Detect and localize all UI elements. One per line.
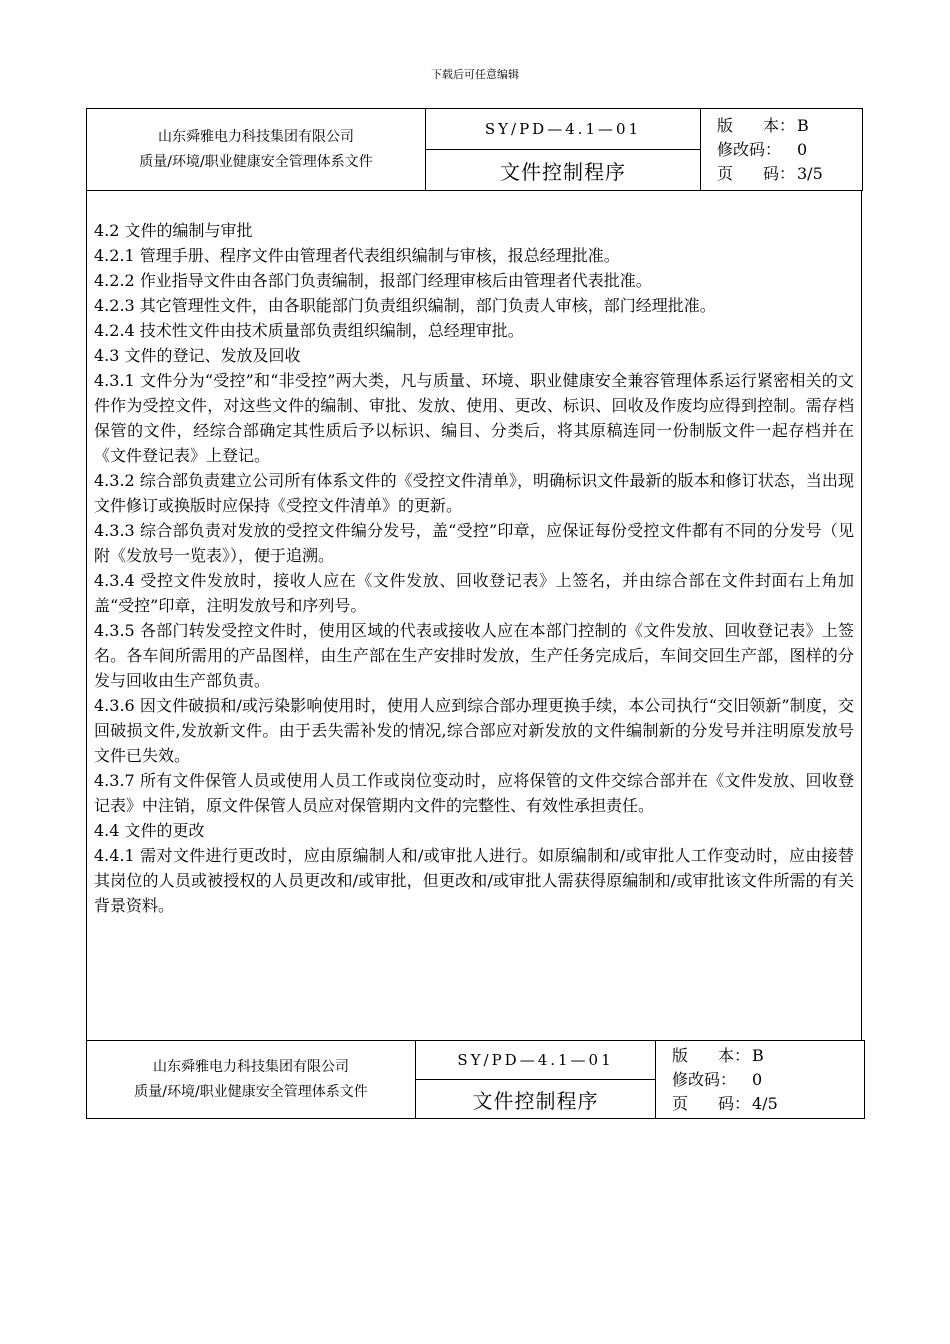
revision-label: 修改码：	[672, 1069, 737, 1089]
clause: 4.3.3 综合部负责对发放的受控文件编分发号，盖“受控”印章，应保证每份受控文件都有不同的分发号（见附《发放号一览表》），便于追溯。	[94, 521, 854, 565]
footer-company	[87, 1041, 416, 1119]
system-name: 质量/环境/职业健康安全管理体系文件	[134, 1083, 368, 1100]
version-label: 版 本：	[717, 115, 795, 135]
header-company	[87, 109, 426, 191]
revision-label: 修改码：	[717, 139, 782, 159]
header-table	[86, 108, 863, 191]
page-label: 页 码：	[672, 1093, 750, 1113]
doc-title: 文件控制程序	[426, 150, 701, 191]
clause: 4.3.4 受控文件发放时，接收人应在《文件发放、回收登记表》上签名，并由综合部在文件封面右上角加盖“受控”印章，注明发放号和序列号。	[94, 571, 854, 615]
page-label: 页 码：	[717, 163, 795, 183]
page-number: 3/5	[797, 163, 823, 183]
system-name: 质量/环境/职业健康安全管理体系文件	[139, 153, 373, 170]
doc-title: 文件控制程序	[416, 1080, 656, 1119]
page-number: 4/5	[752, 1093, 778, 1113]
revision-value: 0	[797, 139, 808, 159]
company-name: 山东舜雅电力科技集团有限公司	[158, 128, 354, 145]
top-note: 下载后可任意编辑	[431, 68, 519, 81]
version-value: B	[752, 1045, 764, 1065]
revision-value: 0	[752, 1069, 763, 1089]
clause: 4.3.6 因文件破损和/或污染影响使用时，使用人应到综合部办理更换手续，本公司执行“交旧领新”制度，交回破损文件,发放新文件。由于丢失需补发的情况,综合部应对新发放的文件编制新的分发号并注明原发放号文件已失效。	[94, 696, 854, 765]
footer-meta	[656, 1041, 865, 1119]
doc-code: SY/PD—4.1—01	[426, 109, 701, 150]
clause: 4.3.5 各部门转发受控文件时，使用区域的代表或接收人应在本部门控制的《文件发放、回收登记表》上签名。各车间所需用的产品图样，由生产部在生产安排时发放，生产任务完成后，车间交回生产部，图样的分发与回收由生产部负责。	[94, 621, 854, 690]
clause: 4.2.4 技术性文件由技术质量部负责组织编制，总经理审批。	[94, 321, 524, 340]
section-heading: 4.4 文件的更改	[94, 821, 205, 840]
document-body	[94, 218, 854, 918]
clause: 4.4.1 需对文件进行更改时，应由原编制人和/或审批人进行。如原编制和/或审批人工作变动时，应由接替其岗位的人员或被授权的人员更改和/或审批，但更改和/或审批人需获得原编制和/或审批该文件所需的有关背景资料。	[94, 846, 854, 915]
clause: 4.3.2 综合部负责建立公司所有体系文件的《受控文件清单》，明确标识文件最新的版本和修订状态，当出现文件修订或换版时应保持《受控文件清单》的更新。	[94, 471, 854, 515]
clause: 4.2.2 作业指导文件由各部门负责编制，报部门经理审核后由管理者代表批准。	[94, 271, 652, 290]
header-meta	[701, 109, 863, 191]
clause: 4.3.7 所有文件保管人员或使用人员工作或岗位变动时，应将保管的文件交综合部并在《文件发放、回收登记表》中注销，原文件保管人员应对保管期内文件的完整性、有效性承担责任。	[94, 771, 854, 815]
company-name: 山东舜雅电力科技集团有限公司	[153, 1058, 349, 1075]
doc-code: SY/PD—4.1—01	[416, 1041, 656, 1080]
version-label: 版 本：	[672, 1045, 750, 1065]
section-heading: 4.3 文件的登记、发放及回收	[94, 346, 301, 365]
clause: 4.2.1 管理手册、程序文件由管理者代表组织编制与审核，报总经理批准。	[94, 246, 620, 265]
clause: 4.3.1 文件分为“受控”和“非受控”两大类，凡与质量、环境、职业健康安全兼容管理体系运行紧密相关的文件作为受控文件，对这些文件的编制、审批、发放、使用、更改、标识、回收及作废均应得到控制。需存档保管的文件，经综合部确定其性质后予以标识、编目、分类后，将其原稿连同一份制版文件一起存档并在《文件登记表》上登记。	[94, 371, 854, 465]
section-heading: 4.2 文件的编制与审批	[94, 221, 253, 240]
clause: 4.2.3 其它管理性文件，由各职能部门负责组织编制，部门负责人审核，部门经理批准。	[94, 296, 716, 315]
version-value: B	[797, 115, 809, 135]
footer-table	[86, 1040, 865, 1119]
